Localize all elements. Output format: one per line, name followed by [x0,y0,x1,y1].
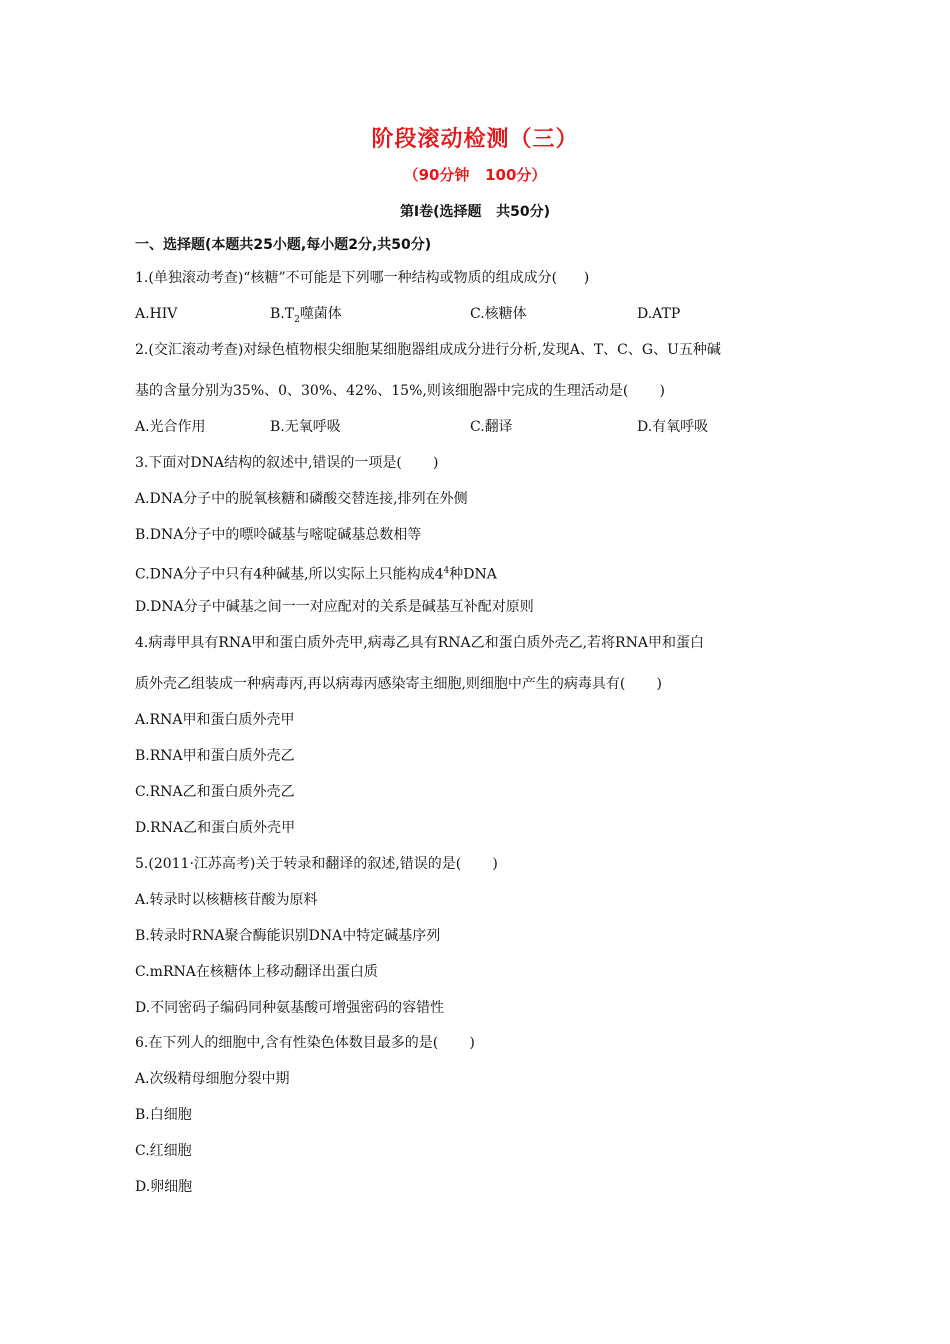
option-b-suffix: 噬菌体 [299,306,342,322]
question-4-option-d: D.RNA乙和蛋白质外壳甲 [135,820,296,836]
question-2-stem-line-1: 2.(交汇滚动考查)对绿色植物根尖细胞某细胞器组成成分进行分析,发现A、T、C、G、U五种碱 [135,342,721,358]
question-3-stem: 3.下面对DNA结构的叙述中,错误的一项是( ) [135,455,439,471]
question-1-option-c: C.核糖体 [470,306,527,322]
option-b-prefix: B.T [270,306,295,322]
question-4-stem-line-2: 质外壳乙组装成一种病毒丙,再以病毒丙感染寄主细胞,则细胞中产生的病毒具有( ) [135,676,662,692]
question-2-option-a: A.光合作用 [135,419,206,435]
section-heading: 一、选择题(本题共25小题,每小题2分,共50分) [135,237,432,253]
option-c-suffix: 种DNA [449,566,497,583]
question-1-option-b [270,304,342,330]
option-c-superscript: 4 [443,566,450,576]
question-3-option-d: D.DNA分子中碱基之间一一对应配对的关系是碱基互补配对原则 [135,599,534,615]
question-5-option-d: D.不同密码子编码同种氨基酸可增强密码的容错性 [135,1000,445,1016]
question-2-option-c: C.翻译 [470,419,513,435]
question-3-option-c [135,561,497,585]
question-5-option-b: B.转录时RNA聚合酶能识别DNA中特定碱基序列 [135,928,441,944]
question-1-stem: 1.(单独滚动考查)“核糖”不可能是下列哪一种结构或物质的组成成分( ) [135,270,590,286]
question-6-option-d: D.卵细胞 [135,1179,193,1195]
question-6-stem: 6.在下列人的细胞中,含有性染色体数目最多的是( ) [135,1035,475,1051]
volume-heading: 第Ⅰ卷(选择题 共50分) [399,204,551,220]
question-1-option-a: A.HIV [135,306,178,322]
question-3-option-b: B.DNA分子中的嘌呤碱基与嘧啶碱基总数相等 [135,527,422,543]
option-c-prefix: C.DNA分子中只有4种碱基,所以实际上只能构成4 [135,566,444,583]
question-4-option-a: A.RNA甲和蛋白质外壳甲 [135,712,295,728]
question-4-option-c: C.RNA乙和蛋白质外壳乙 [135,784,295,800]
question-3-option-a: A.DNA分子中的脱氧核糖和磷酸交替连接,排列在外侧 [135,491,468,507]
question-1-option-d: D.ATP [637,306,681,322]
page-title: 阶段滚动检测（三） [371,127,579,152]
question-5-option-a: A.转录时以核糖核苷酸为原料 [135,892,318,908]
question-6-option-a: A.次级精母细胞分裂中期 [135,1071,290,1087]
question-6-option-b: B.白细胞 [135,1107,192,1123]
question-4-stem-line-1: 4.病毒甲具有RNA甲和蛋白质外壳甲,病毒乙具有RNA乙和蛋白质外壳乙,若将RNA甲和蛋白 [135,635,704,651]
exam-duration-score: （90分钟 100分） [403,166,547,184]
question-6-option-c: C.红细胞 [135,1143,192,1159]
question-5-stem: 5.(2011·江苏高考)关于转录和翻译的叙述,错误的是( ) [135,856,498,872]
question-2-option-d: D.有氧呼吸 [637,419,709,435]
question-2-option-b: B.无氧呼吸 [270,419,341,435]
question-4-option-b: B.RNA甲和蛋白质外壳乙 [135,748,295,764]
option-b-subscript: 2 [294,314,300,325]
question-2-stem-line-2: 基的含量分别为35%、0、30%、42%、15%,则该细胞器中完成的生理活动是( ) [135,383,665,399]
question-5-option-c: C.mRNA在核糖体上移动翻译出蛋白质 [135,964,378,980]
